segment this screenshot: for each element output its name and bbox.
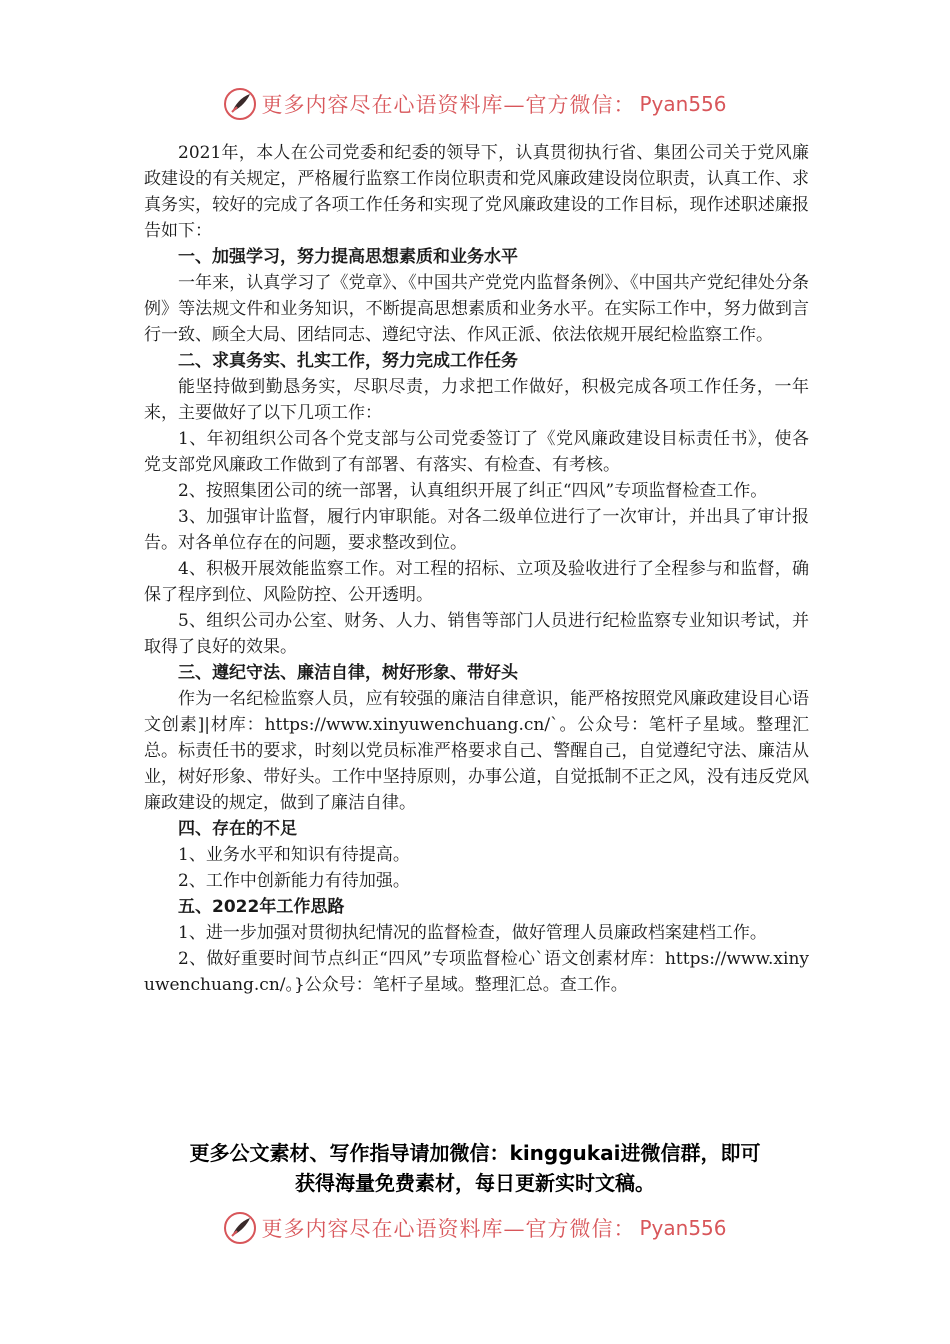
section-1-heading: 一、加强学习，努力提高思想素质和业务水平 xyxy=(178,247,518,267)
quill-logo-icon xyxy=(223,87,257,121)
header-banner xyxy=(0,84,950,124)
section-2-item-2: 2、按照集团公司的统一部署，认真组织开展了纠正“四风”专项监督检查工作。 xyxy=(178,481,768,501)
section-3-heading: 三、遵纪守法、廉洁自律，树好形象、带好头 xyxy=(178,663,518,683)
section-4-item-1: 1、业务水平和知识有待提高。 xyxy=(178,845,410,865)
section-3-paragraph: 作为一名纪检监察人员，应有较强的廉洁自律意识，能严格按照党风廉政建设目心语文创素]|材库：https://www.xinyuwenchuang.cn/`。公众号：笔杆子星域。整理汇总。标责任书的要求，时刻以党员标准严格要求自己、警醒自己，自觉遵纪守法、廉洁从业，树好形象、带好头。工作中坚持原则，办事公道，自觉抵制不正之风，没有违反党风廉政建设的规定，做到了廉洁自律。 xyxy=(144,689,809,813)
promo-line-1: 更多公文素材、写作指导请加微信：kinggukai进微信群，即可 xyxy=(189,1141,761,1165)
section-2-heading: 二、求真务实、扎实工作，努力完成工作任务 xyxy=(178,351,518,371)
footer-banner-wechat-id: Pyan556 xyxy=(639,1216,727,1240)
section-2-item-5: 5、组织公司办公室、财务、人力、销售等部门人员进行纪检监察专业知识考试，并取得了良好的效果。 xyxy=(144,611,809,657)
header-banner-wechat-id: Pyan556 xyxy=(639,92,727,116)
section-5-item-2: 2、做好重要时间节点纠正“四风”专项监督检心`语文创素材库：https://www.xinyuwenchuang.cn/。}公众号：笔杆子星域。整理汇总。查工作。 xyxy=(144,949,809,995)
section-2-item-3: 3、加强审计监督，履行内审职能。对各二级单位进行了一次审计，并出具了审计报告。对各单位存在的问题，要求整改到位。 xyxy=(144,507,809,553)
section-2-item-1: 1、年初组织公司各个党支部与公司党委签订了《党风廉政建设目标责任书》，使各党支部党风廉政工作做到了有部署、有落实、有检查、有考核。 xyxy=(144,429,809,475)
section-5-heading: 五、2022年工作思路 xyxy=(178,897,345,917)
quill-logo-icon xyxy=(223,1211,257,1245)
section-4-heading: 四、存在的不足 xyxy=(178,819,297,839)
footer-banner xyxy=(0,1208,950,1248)
section-2-paragraph: 能坚持做到勤恳务实，尽职尽责，力求把工作做好，积极完成各项工作任务，一年来，主要做好了以下几项工作： xyxy=(144,377,809,423)
section-2-item-4: 4、积极开展效能监察工作。对工程的招标、立项及验收进行了全程参与和监督，确保了程序到位、风险防控、公开透明。 xyxy=(144,559,809,605)
section-4-item-2: 2、工作中创新能力有待加强。 xyxy=(178,871,410,891)
section-5-item-1: 1、进一步加强对贯彻执纪情况的监督检查，做好管理人员廉政档案建档工作。 xyxy=(178,923,767,943)
header-banner-text: 更多内容尽在心语资料库—官方微信： xyxy=(261,93,636,117)
intro-paragraph: 2021年，本人在公司党委和纪委的领导下，认真贯彻执行省、集团公司关于党风廉政建设的有关规定，严格履行监察工作岗位职责和党风廉政建设岗位职责，认真工作、求真务实，较好的完成了各项工作任务和实现了党风廉政建设的工作目标，现作述职述廉报告如下： xyxy=(144,143,809,241)
footer-banner-text: 更多内容尽在心语资料库—官方微信： xyxy=(261,1217,636,1241)
report-body xyxy=(144,140,809,998)
section-1-paragraph: 一年来，认真学习了《党章》、《中国共产党党内监督条例》、《中国共产党纪律处分条例》等法规文件和业务知识，不断提高思想素质和业务水平。在实际工作中，努力做到言行一致、顾全大局、团结同志、遵纪守法、作风正派、依法依规开展纪检监察工作。 xyxy=(144,273,809,345)
promo-block xyxy=(130,1138,820,1198)
promo-line-2: 获得海量免费素材，每日更新实时文稿。 xyxy=(295,1171,655,1195)
